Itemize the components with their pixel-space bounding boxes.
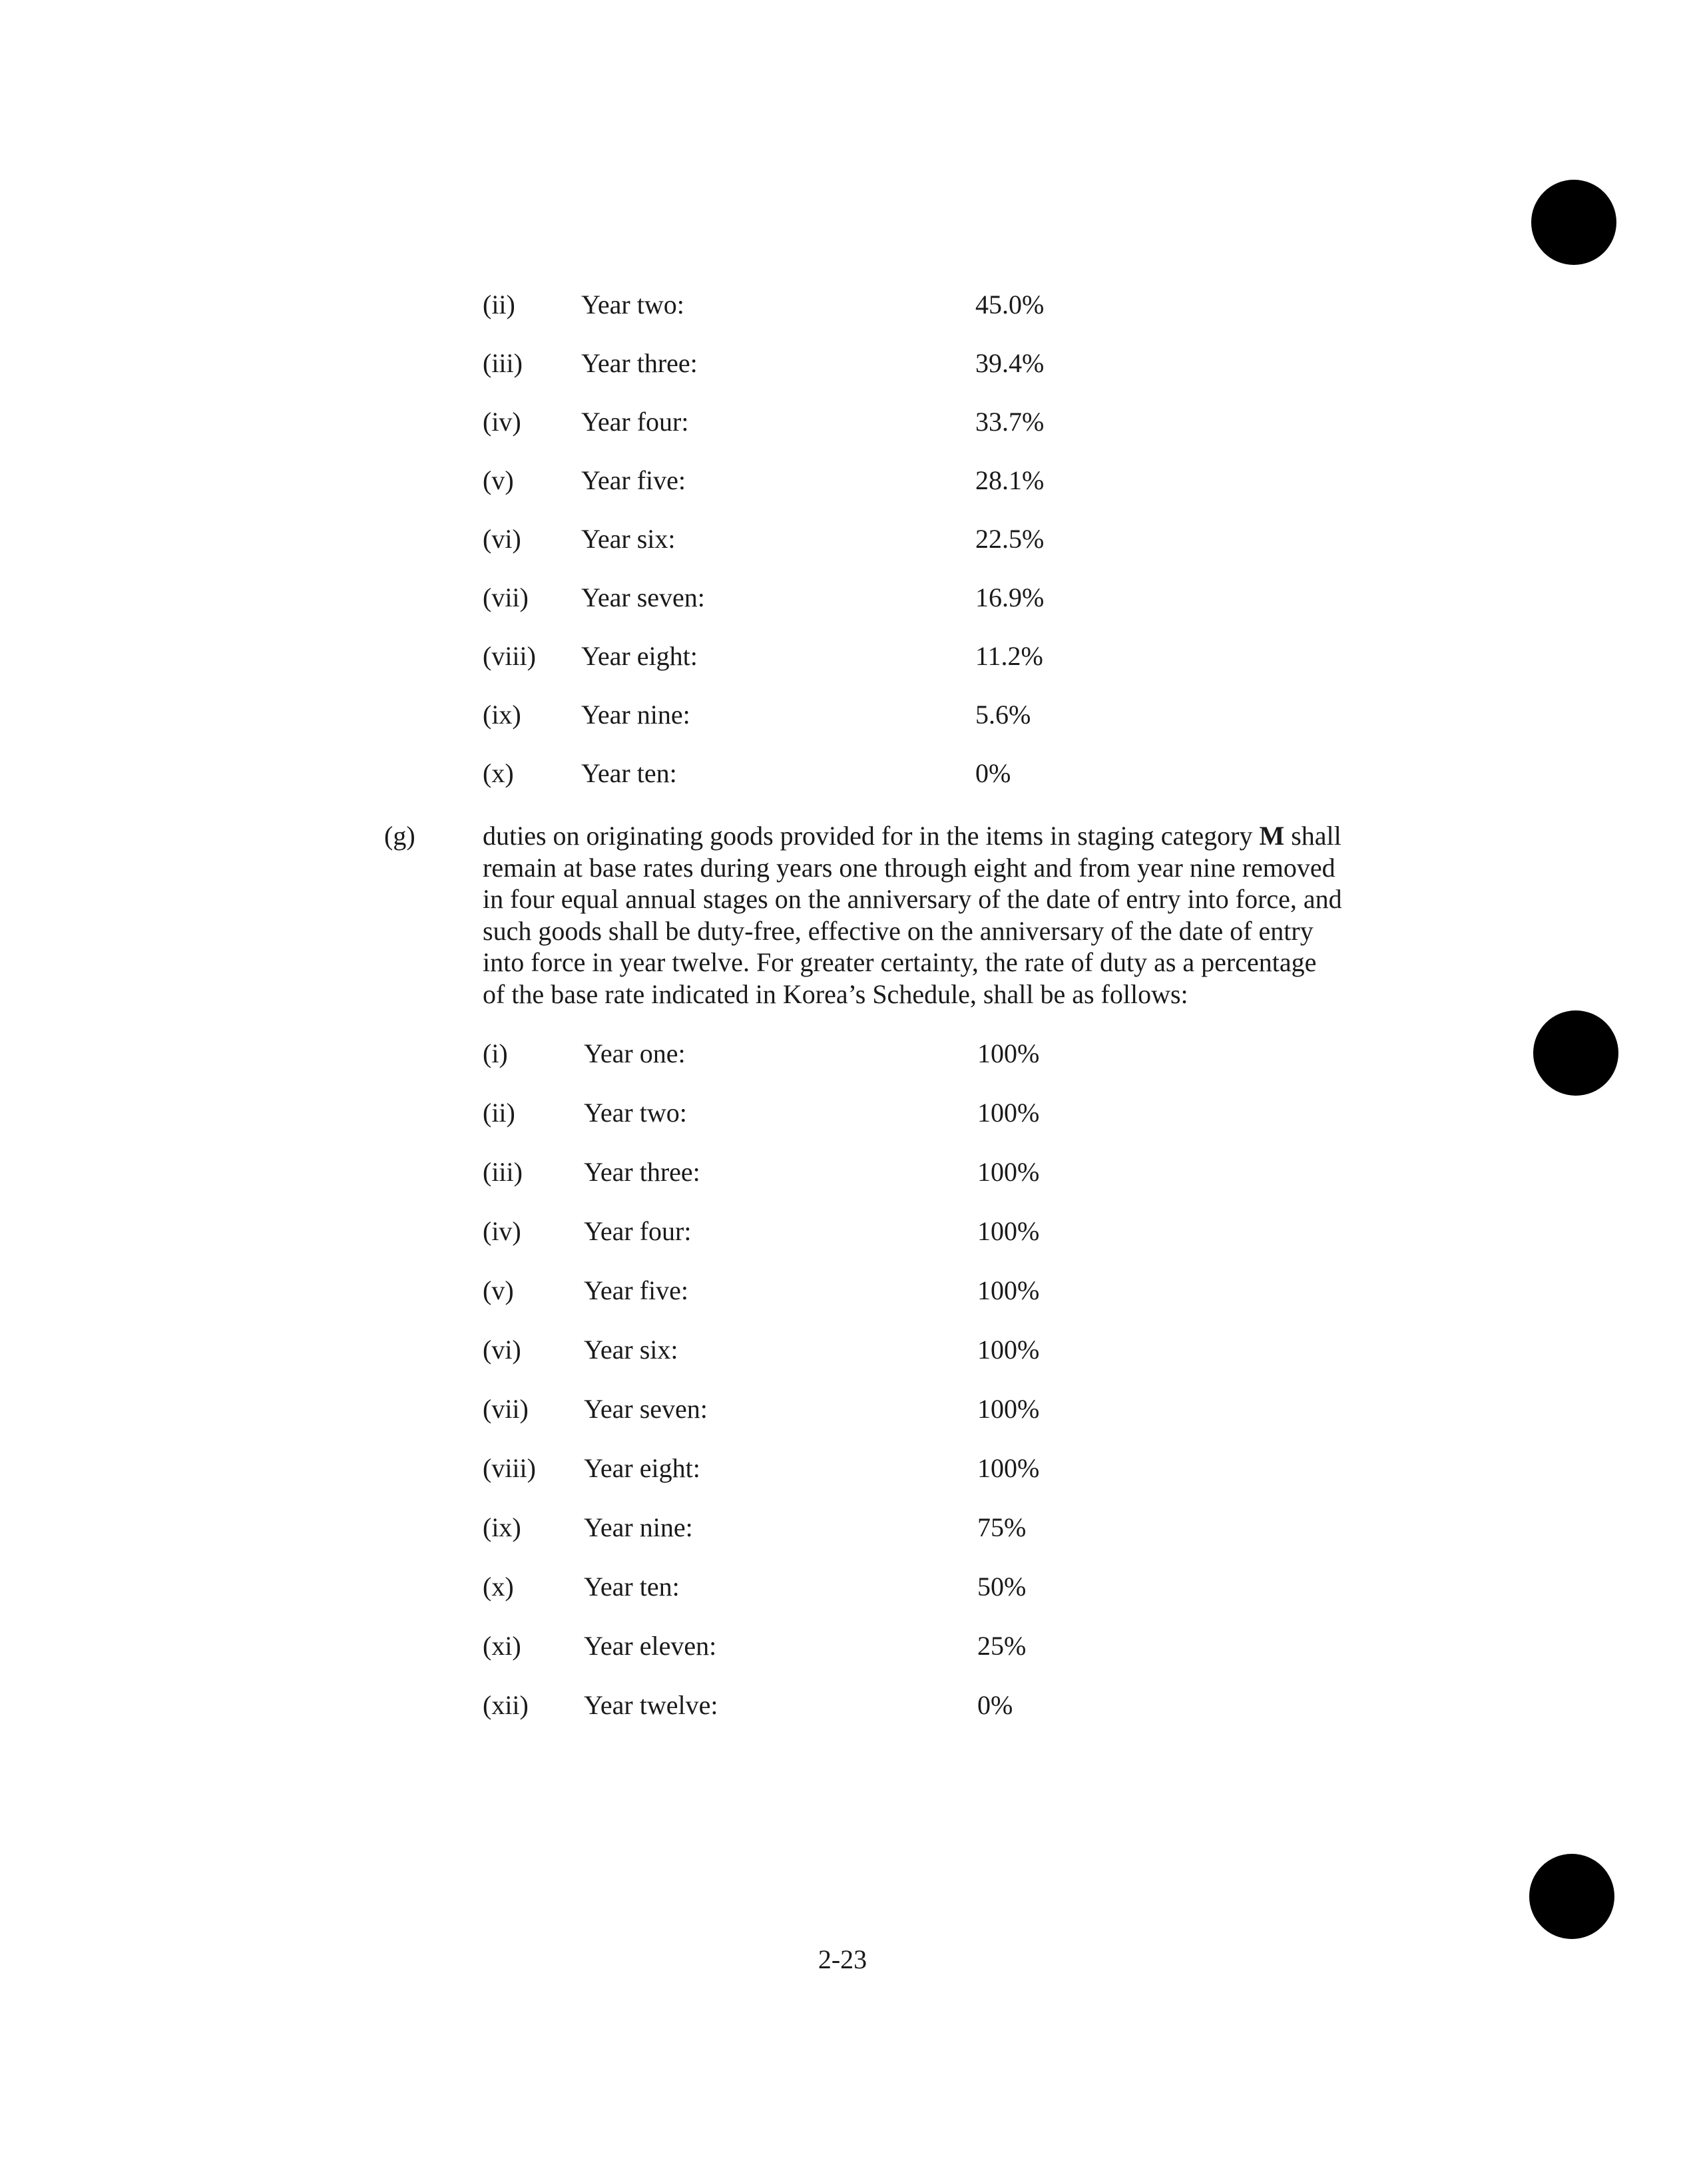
row-year-label: Year six: xyxy=(584,1335,678,1365)
row-rate-value: 16.9% xyxy=(975,582,1045,612)
row-year-label: Year one: xyxy=(584,1038,686,1068)
row-rate-value: 0% xyxy=(975,758,1011,788)
row-rate-value: 22.5% xyxy=(975,524,1045,554)
paragraph-line: such goods shall be duty-free, effective on the anniversary of the date of entry xyxy=(483,915,1314,946)
paragraph-line: into force in year twelve. For greater certainty, the rate of duty as a percentage xyxy=(483,947,1317,977)
row-numeral: (xii) xyxy=(483,1690,529,1720)
paragraph-marker: (g) xyxy=(384,821,415,851)
row-year-label: Year eight: xyxy=(584,1453,700,1483)
row-numeral: (ii) xyxy=(483,1098,515,1128)
row-rate-value: 5.6% xyxy=(975,700,1031,730)
row-year-label: Year eleven: xyxy=(584,1631,717,1661)
row-rate-value: 0% xyxy=(977,1690,1013,1720)
row-rate-value: 39.4% xyxy=(975,348,1045,378)
row-numeral: (iv) xyxy=(483,1216,521,1246)
row-year-label: Year five: xyxy=(584,1275,689,1305)
binder-hole xyxy=(1533,1010,1618,1096)
paragraph-text-segment: shall xyxy=(1284,821,1341,851)
row-numeral: (vii) xyxy=(483,582,529,612)
row-rate-value: 100% xyxy=(977,1394,1040,1424)
row-year-label: Year ten: xyxy=(581,758,677,788)
row-numeral: (iii) xyxy=(483,348,523,378)
row-rate-value: 100% xyxy=(977,1098,1040,1128)
row-year-label: Year four: xyxy=(581,407,689,437)
row-year-label: Year two: xyxy=(581,290,684,320)
binder-hole xyxy=(1531,180,1616,265)
paragraph-line: of the base rate indicated in Korea’s Schedule, shall be as follows: xyxy=(483,979,1188,1009)
row-year-label: Year nine: xyxy=(581,700,690,730)
row-numeral: (ix) xyxy=(483,1512,521,1542)
row-rate-value: 25% xyxy=(977,1631,1027,1661)
row-year-label: Year seven: xyxy=(584,1394,708,1424)
row-rate-value: 100% xyxy=(977,1038,1040,1068)
row-numeral: (x) xyxy=(483,758,514,788)
row-year-label: Year three: xyxy=(581,348,698,378)
row-year-label: Year six: xyxy=(581,524,676,554)
row-numeral: (v) xyxy=(483,1275,514,1305)
row-numeral: (i) xyxy=(483,1038,508,1068)
row-numeral: (vi) xyxy=(483,524,521,554)
paragraph-line: remain at base rates during years one through eight and from year nine removed xyxy=(483,852,1335,883)
row-rate-value: 100% xyxy=(977,1453,1040,1483)
row-numeral: (vi) xyxy=(483,1335,521,1365)
staging-category-label: M xyxy=(1259,821,1285,851)
row-year-label: Year eight: xyxy=(581,641,698,671)
row-year-label: Year three: xyxy=(584,1157,700,1187)
row-year-label: Year twelve: xyxy=(584,1690,718,1720)
row-rate-value: 45.0% xyxy=(975,290,1045,320)
row-rate-value: 100% xyxy=(977,1335,1040,1365)
row-rate-value: 50% xyxy=(977,1572,1027,1602)
row-numeral: (iv) xyxy=(483,407,521,437)
row-year-label: Year five: xyxy=(581,465,686,495)
row-numeral: (iii) xyxy=(483,1157,523,1187)
row-rate-value: 75% xyxy=(977,1512,1027,1542)
row-numeral: (ii) xyxy=(483,290,515,320)
row-year-label: Year ten: xyxy=(584,1572,680,1602)
row-rate-value: 100% xyxy=(977,1216,1040,1246)
row-year-label: Year seven: xyxy=(581,582,705,612)
row-rate-value: 11.2% xyxy=(975,641,1043,671)
paragraph-line: in four equal annual stages on the anniversary of the date of entry into force, and xyxy=(483,884,1342,914)
row-year-label: Year nine: xyxy=(584,1512,693,1542)
row-year-label: Year two: xyxy=(584,1098,687,1128)
row-year-label: Year four: xyxy=(584,1216,692,1246)
row-numeral: (viii) xyxy=(483,1453,536,1483)
paragraph-text-segment: duties on originating goods provided for in the items in staging category xyxy=(483,821,1260,851)
row-numeral: (viii) xyxy=(483,641,536,671)
page-number: 2-23 xyxy=(818,1944,867,1974)
row-rate-value: 28.1% xyxy=(975,465,1045,495)
row-numeral: (v) xyxy=(483,465,514,495)
row-numeral: (vii) xyxy=(483,1394,529,1424)
row-rate-value: 100% xyxy=(977,1275,1040,1305)
row-rate-value: 33.7% xyxy=(975,407,1045,437)
row-numeral: (xi) xyxy=(483,1631,521,1661)
row-rate-value: 100% xyxy=(977,1157,1040,1187)
paragraph-g-text xyxy=(483,820,1381,1010)
binder-hole xyxy=(1529,1854,1614,1939)
row-numeral: (x) xyxy=(483,1572,514,1602)
paragraph-line xyxy=(483,820,1381,852)
row-numeral: (ix) xyxy=(483,700,521,730)
